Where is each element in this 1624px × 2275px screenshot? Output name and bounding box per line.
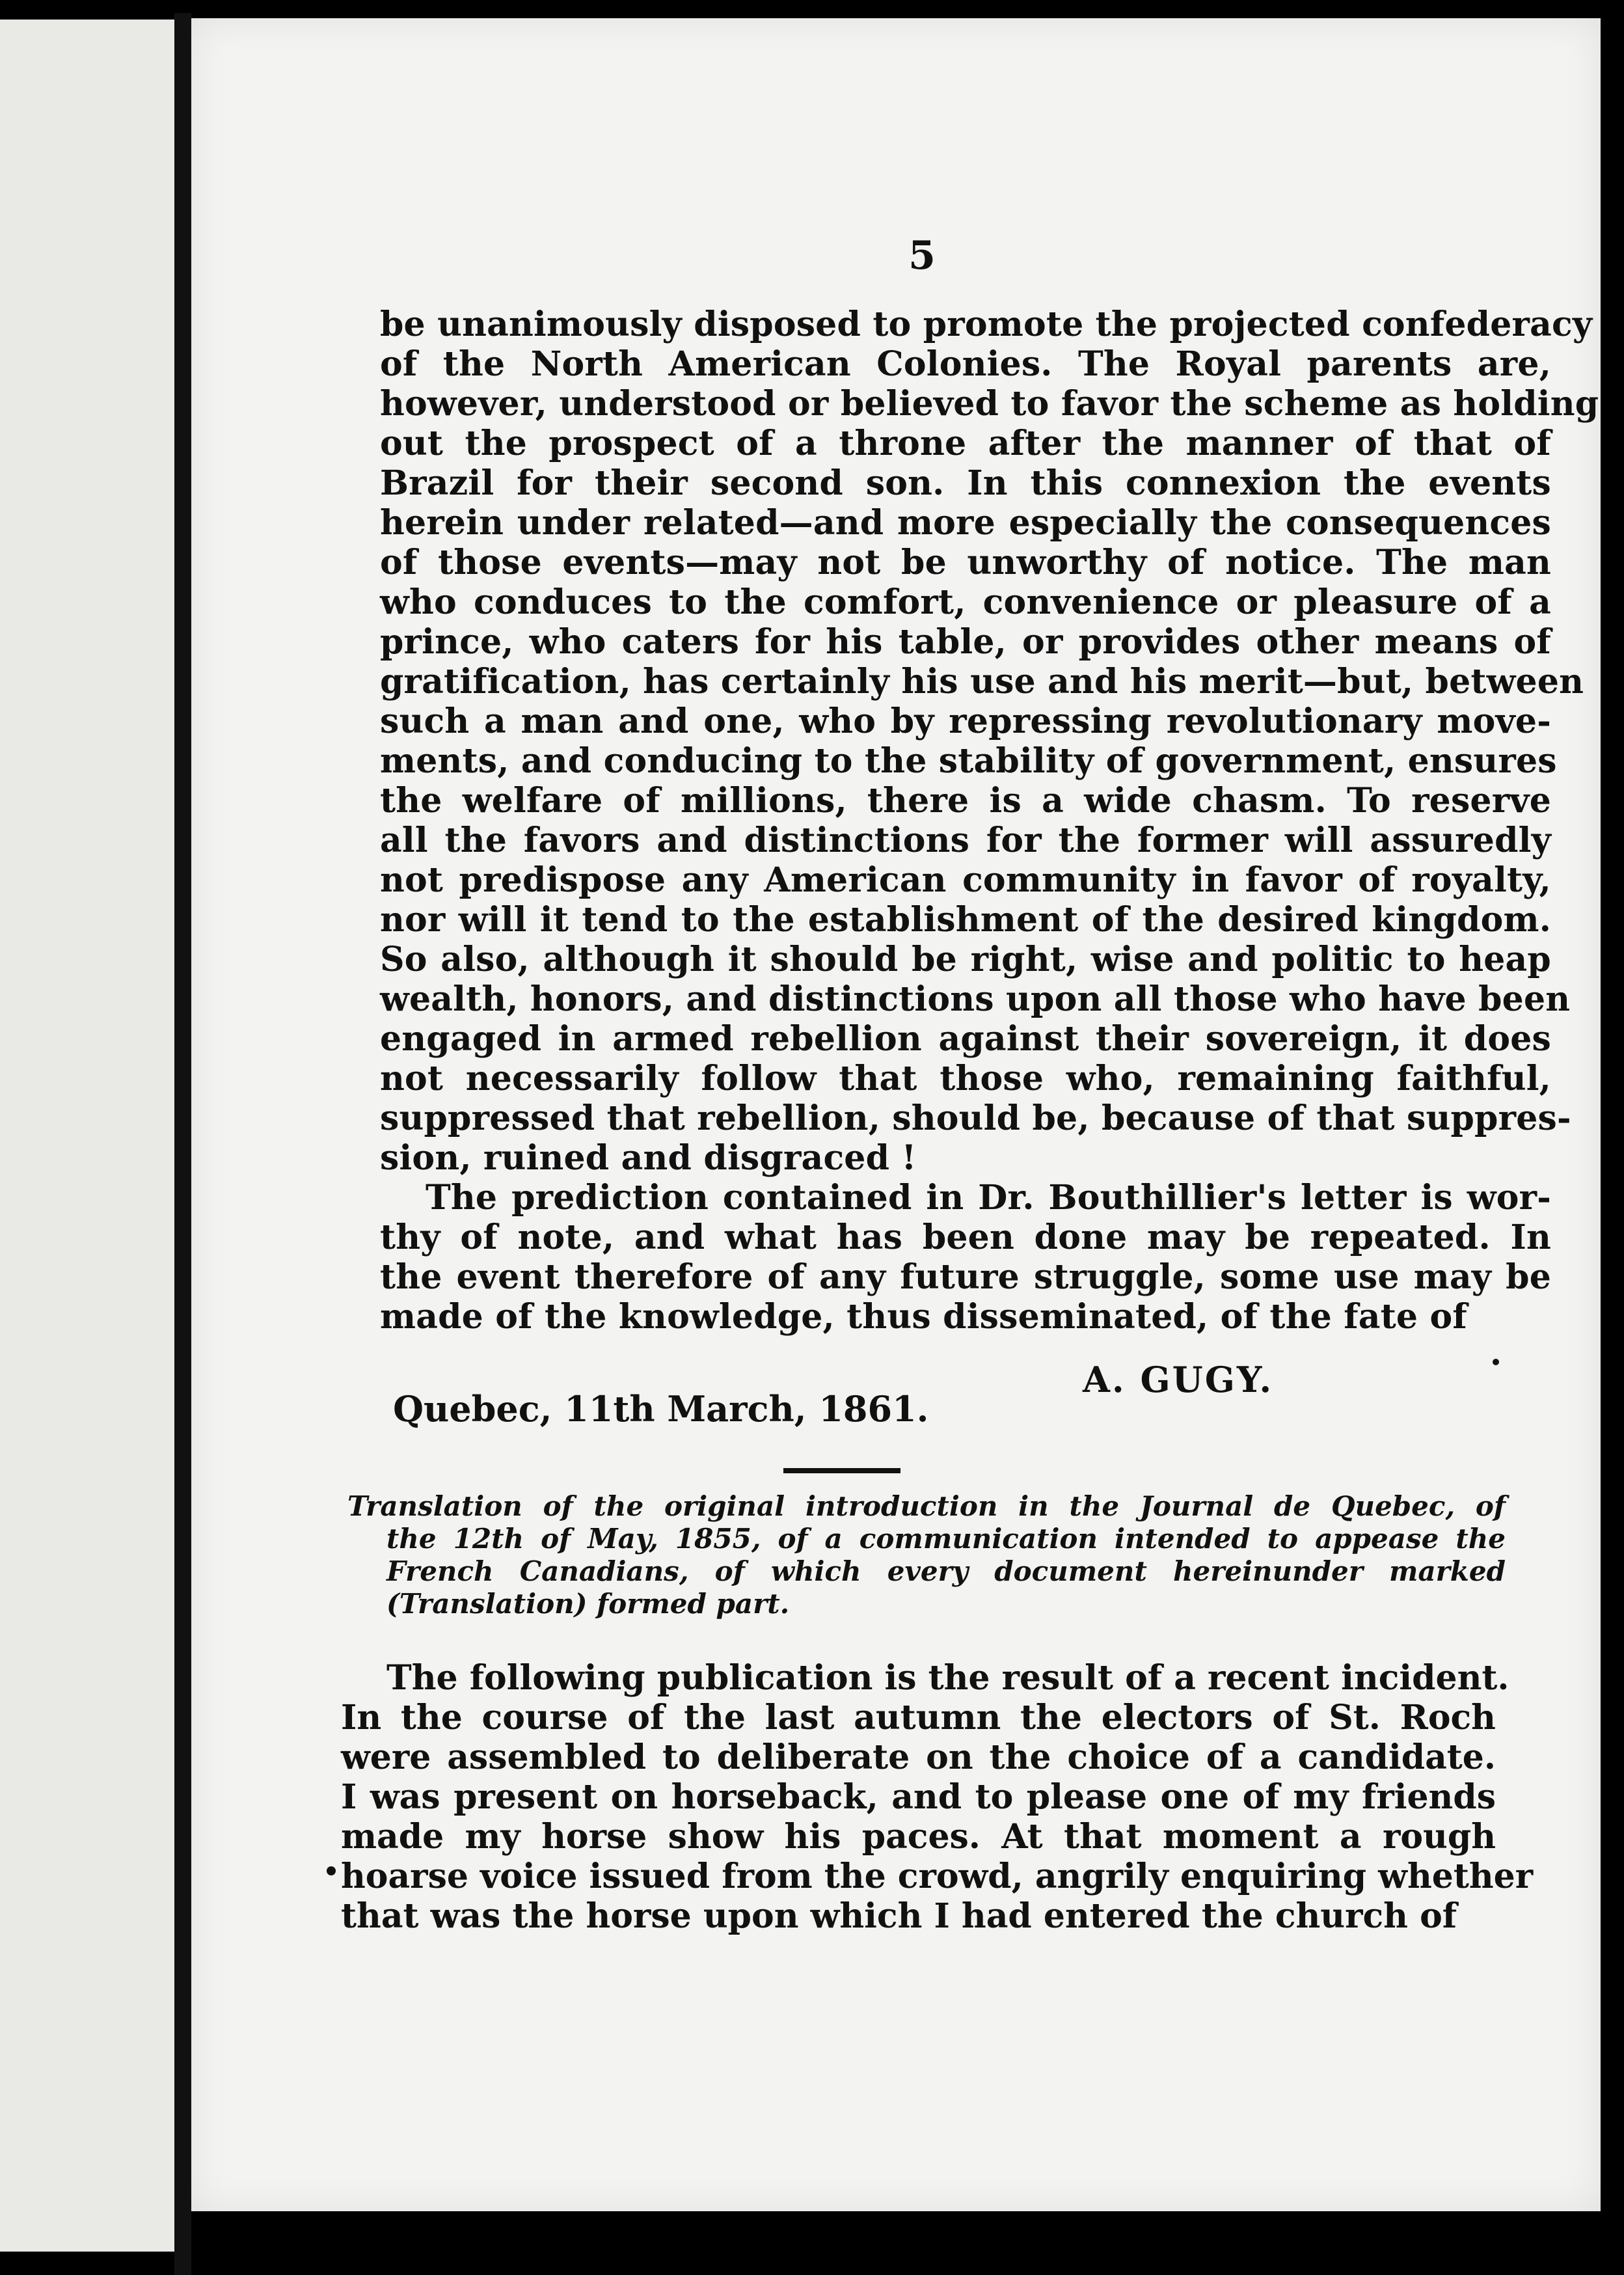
text-line: I was present on horseback, and to please one of my friends [341, 1777, 1496, 1817]
text-line: such a man and one, who by repressing revolutionary move- [380, 702, 1551, 741]
book-spine [174, 13, 191, 2275]
text-line: So also, although it should be right, wise and politic to heap [380, 940, 1551, 979]
translation-note [347, 1490, 1506, 1620]
signature: A. GUGY. [1083, 1359, 1274, 1400]
main-text-block [380, 305, 1599, 1337]
note-line: the 12th of May, 1855, of a communication intended to appease the [386, 1523, 1506, 1555]
text-line: gratification, has certainly his use and his merit—but, between [380, 662, 1584, 702]
text-line: In the course of the last autumn the electors of St. Roch [341, 1698, 1496, 1737]
text-line: who conduces to the comfort, convenience or pleasure of a [380, 582, 1551, 622]
text-line: that was the horse upon which I had entered the church of [341, 1896, 1457, 1936]
text-line: wealth, honors, and distinctions upon all those who have been [380, 979, 1571, 1019]
text-line: however, understood or believed to favor the scheme as holding [380, 384, 1599, 424]
note-line: Translation of the original introduction in the Journal de Quebec, of [347, 1490, 1506, 1522]
text-line: the event therefore of any future struggle, some use may be [380, 1257, 1551, 1297]
text-line: made my horse show his paces. At that moment a rough [341, 1817, 1496, 1857]
text-line: prince, who caters for his table, or provides other means of [380, 622, 1551, 662]
text-line: engaged in armed rebellion against their sovereign, it does [380, 1019, 1551, 1059]
text-line: the welfare of millions, there is a wide chasm. To reserve [380, 781, 1551, 821]
text-line: not predispose any American community in favor of royalty, [380, 860, 1551, 900]
note-line: (Translation) formed part. [386, 1588, 790, 1620]
prediction-paragraph [380, 1178, 1551, 1337]
text-line: The prediction contained in Dr. Bouthillier's letter is wor- [426, 1178, 1551, 1218]
text-line: The following publication is the result of a recent incident. [386, 1658, 1509, 1698]
text-line: of the North American Colonies. The Royal parents are, [380, 344, 1551, 384]
ink-speck [1493, 1359, 1499, 1365]
text-line: not necessarily follow that those who, remaining faithful, [380, 1059, 1551, 1098]
text-line: were assembled to deliberate on the choice of a candidate. [341, 1737, 1496, 1777]
document-page [191, 18, 1601, 2211]
ink-speck [327, 1866, 336, 1875]
text-line: thy of note, and what has been done may be repeated. In [380, 1218, 1551, 1257]
text-line: hoarse voice issued from the crowd, angrily enquiring whether [341, 1857, 1534, 1896]
text-line: all the favors and distinctions for the former will assuredly [380, 821, 1551, 860]
text-line: Brazil for their second son. In this connexion the events [380, 463, 1551, 503]
dateline: Quebec, 11th March, 1861. [393, 1388, 929, 1430]
section-divider [783, 1468, 900, 1473]
page-number: 5 [908, 233, 936, 279]
main-paragraph [380, 305, 1599, 1178]
text-line: be unanimously disposed to promote the projected confederacy [380, 305, 1593, 344]
text-line: suppressed that rebellion, should be, because of that suppres- [380, 1098, 1571, 1138]
text-line: ments, and conducing to the stability of government, ensures [380, 741, 1557, 781]
text-line: made of the knowledge, thus disseminated, of the fate of [380, 1297, 1467, 1337]
text-line: nor will it tend to the establishment of the desired kingdom. [380, 900, 1551, 940]
text-line: sion, ruined and disgraced ! [380, 1138, 917, 1178]
incident-paragraph [341, 1658, 1534, 1936]
text-line: of those events—may not be unworthy of notice. The man [380, 543, 1551, 582]
text-line: herein under related—and more especially the consequences [380, 503, 1551, 543]
text-line: out the prospect of a throne after the manner of that of [380, 424, 1551, 463]
facing-page [0, 20, 174, 2252]
note-line: French Canadians, of which every document hereinunder marked [386, 1555, 1506, 1587]
